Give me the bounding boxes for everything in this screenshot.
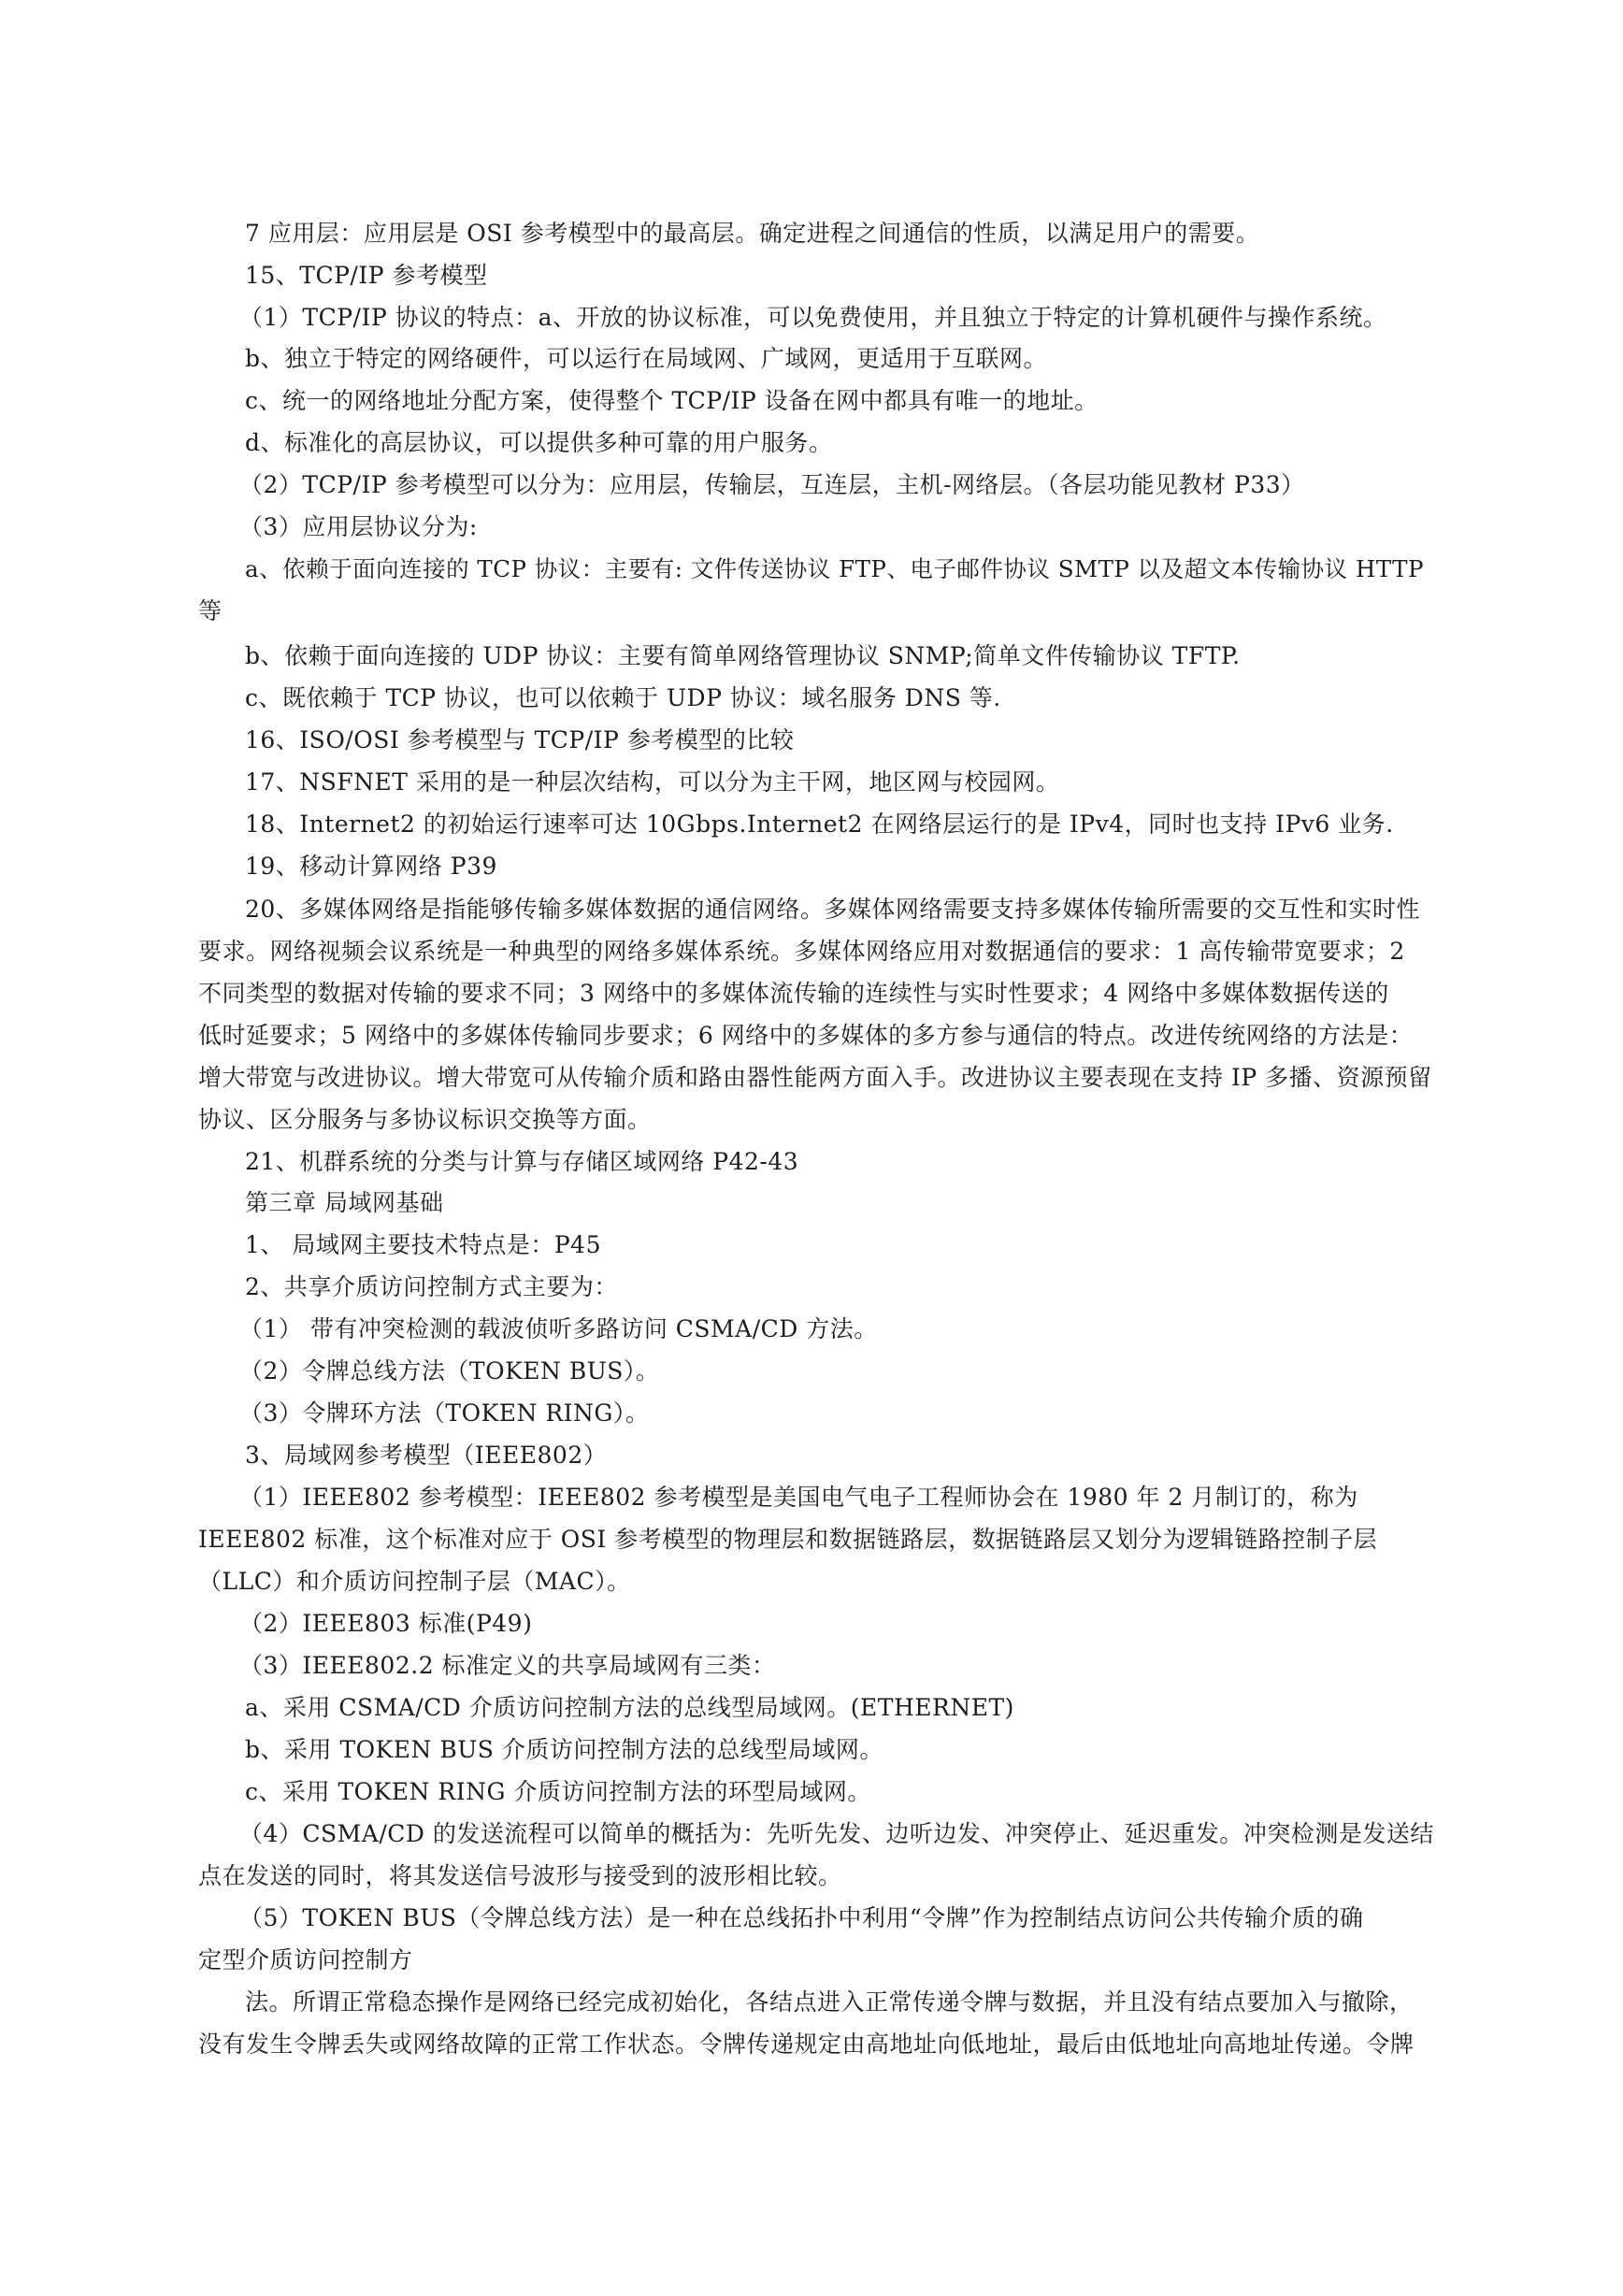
text-line: d、标准化的高层协议，可以提供多种可靠的用户服务。 bbox=[245, 429, 833, 456]
text-line: （4）CSMA/CD 的发送流程可以简单的概括为：先听先发、边听边发、冲突停止、延迟重发。冲突检测是发送结 bbox=[239, 1820, 1434, 1847]
text-line: b、采用 TOKEN BUS 介质访问控制方法的总线型局域网。 bbox=[245, 1736, 883, 1763]
text-line: b、依赖于面向连接的 UDP 协议：主要有简单网络管理协议 SNMP;简单文件传输协议 TFTP. bbox=[245, 642, 1241, 669]
text-line: 低时延要求；5 网络中的多媒体传输同步要求；6 网络中的多媒体的多方参与通信的特点。改进传统网络的方法是： bbox=[198, 1022, 1414, 1049]
text-line: 等 bbox=[198, 597, 223, 624]
text-line: 协议、区分服务与多协议标识交换等方面。 bbox=[198, 1106, 652, 1133]
text-line: c、采用 TOKEN RING 介质访问控制方法的环型局域网。 bbox=[245, 1778, 871, 1805]
text-line: （3）IEEE802.2 标准定义的共享局域网有三类： bbox=[239, 1652, 776, 1679]
text-line: 21、机群系统的分类与计算与存储区域网络 P42-43 bbox=[245, 1148, 799, 1175]
text-line: （1）TCP/IP 协议的特点：a、开放的协议标准，可以免费使用，并且独立于特定的计算机硬件与操作系统。 bbox=[239, 304, 1387, 331]
text-line: 要求。网络视频会议系统是一种典型的网络多媒体系统。多媒体网络应用对数据通信的要求：1 高传输带宽要求；2 bbox=[198, 938, 1405, 965]
text-line: （3）令牌环方法（TOKEN RING）。 bbox=[239, 1399, 650, 1427]
text-line: IEEE802 标准，这个标准对应于 OSI 参考模型的物理层和数据链路层，数据链路层又划分为逻辑链路控制子层 bbox=[198, 1526, 1378, 1553]
text-line: 增大带宽与改进协议。增大带宽可从传输介质和路由器性能两方面入手。改进协议主要表现在支持 IP 多播、资源预留 bbox=[198, 1064, 1432, 1091]
text-line: 3、局域网参考模型（IEEE802） bbox=[245, 1442, 608, 1469]
text-line: 17、NSFNET 采用的是一种层次结构，可以分为主干网，地区网与校园网。 bbox=[245, 768, 1060, 796]
text-line: （5）TOKEN BUS（令牌总线方法）是一种在总线拓扑中利用“令牌”作为控制结点访问公共传输介质的确 bbox=[239, 1904, 1364, 1931]
text-line: （1）IEEE802 参考模型：IEEE802 参考模型是美国电气电子工程师协会在 1980 年 2 月制订的，称为 bbox=[239, 1484, 1358, 1511]
text-line: 19、移动计算网络 P39 bbox=[245, 853, 497, 880]
text-line: 18、Internet2 的初始运行速率可达 10Gbps.Internet2 在网络层运行的是 IPv4，同时也支持 IPv6 业务. bbox=[245, 811, 1394, 838]
text-line: c、统一的网络地址分配方案，使得整个 TCP/IP 设备在网中都具有唯一的地址。 bbox=[245, 387, 1099, 414]
text-line: 2、共享介质访问控制方式主要为： bbox=[245, 1273, 618, 1300]
text-line: 法。所谓正常稳态操作是网络已经完成初始化，各结点进入正常传递令牌与数据，并且没有结点要加入与撤除， bbox=[245, 1988, 1414, 2016]
text-line: 7 应用层：应用层是 OSI 参考模型中的最高层。确定进程之间通信的性质，以满足用户的需要。 bbox=[245, 220, 1260, 247]
text-line: （1） 带有冲突检测的载波侦听多路访问 CSMA/CD 方法。 bbox=[239, 1315, 878, 1342]
text-line: 第三章 局域网基础 bbox=[245, 1189, 444, 1216]
text-line: a、依赖于面向连接的 TCP 协议：主要有: 文件传送协议 FTP、电子邮件协议 SMTP 以及超文本传输协议 HTTP bbox=[245, 555, 1424, 582]
text-line: （2）IEEE803 标准(P49) bbox=[239, 1610, 533, 1637]
text-line: 不同类型的数据对传输的要求不同；3 网络中的多媒体流传输的连续性与实时性要求；4 网络中多媒体数据传送的 bbox=[198, 980, 1389, 1007]
text-line: 定型介质访问控制方 bbox=[198, 1946, 413, 1973]
text-line: （2）TCP/IP 参考模型可以分为：应用层，传输层，互连层，主机-网络层。（各层功能见教材 P33） bbox=[239, 471, 1305, 498]
text-line: 16、ISO/OSI 参考模型与 TCP/IP 参考模型的比较 bbox=[245, 726, 795, 753]
text-line: b、独立于特定的网络硬件，可以运行在局域网、广域网，更适用于互联网。 bbox=[245, 345, 1048, 372]
text-line: 点在发送的同时，将其发送信号波形与接受到的波形相比较。 bbox=[198, 1862, 842, 1889]
text-line: 没有发生令牌丢失或网络故障的正常工作状态。令牌传递规定由高地址向低地址，最后由低地址向高地址传递。令牌 bbox=[198, 2031, 1415, 2058]
text-line: 1、 局域网主要技术特点是：P45 bbox=[245, 1231, 601, 1258]
text-line: 15、TCP/IP 参考模型 bbox=[245, 262, 488, 289]
text-line: a、采用 CSMA/CD 介质访问控制方法的总线型局域网。(ETHERNET) bbox=[245, 1694, 1014, 1721]
text-line: （2）令牌总线方法（TOKEN BUS）。 bbox=[239, 1357, 660, 1385]
text-line: （3）应用层协议分为: bbox=[239, 513, 478, 540]
text-line: 20、多媒体网络是指能够传输多媒体数据的通信网络。多媒体网络需要支持多媒体传输所需要的交互性和实时性 bbox=[245, 896, 1420, 923]
text-line: c、既依赖于 TCP 协议，也可以依赖于 UDP 协议：域名服务 DNS 等. bbox=[245, 684, 1001, 711]
text-line: （LLC）和介质访问控制子层（MAC）。 bbox=[198, 1568, 631, 1595]
